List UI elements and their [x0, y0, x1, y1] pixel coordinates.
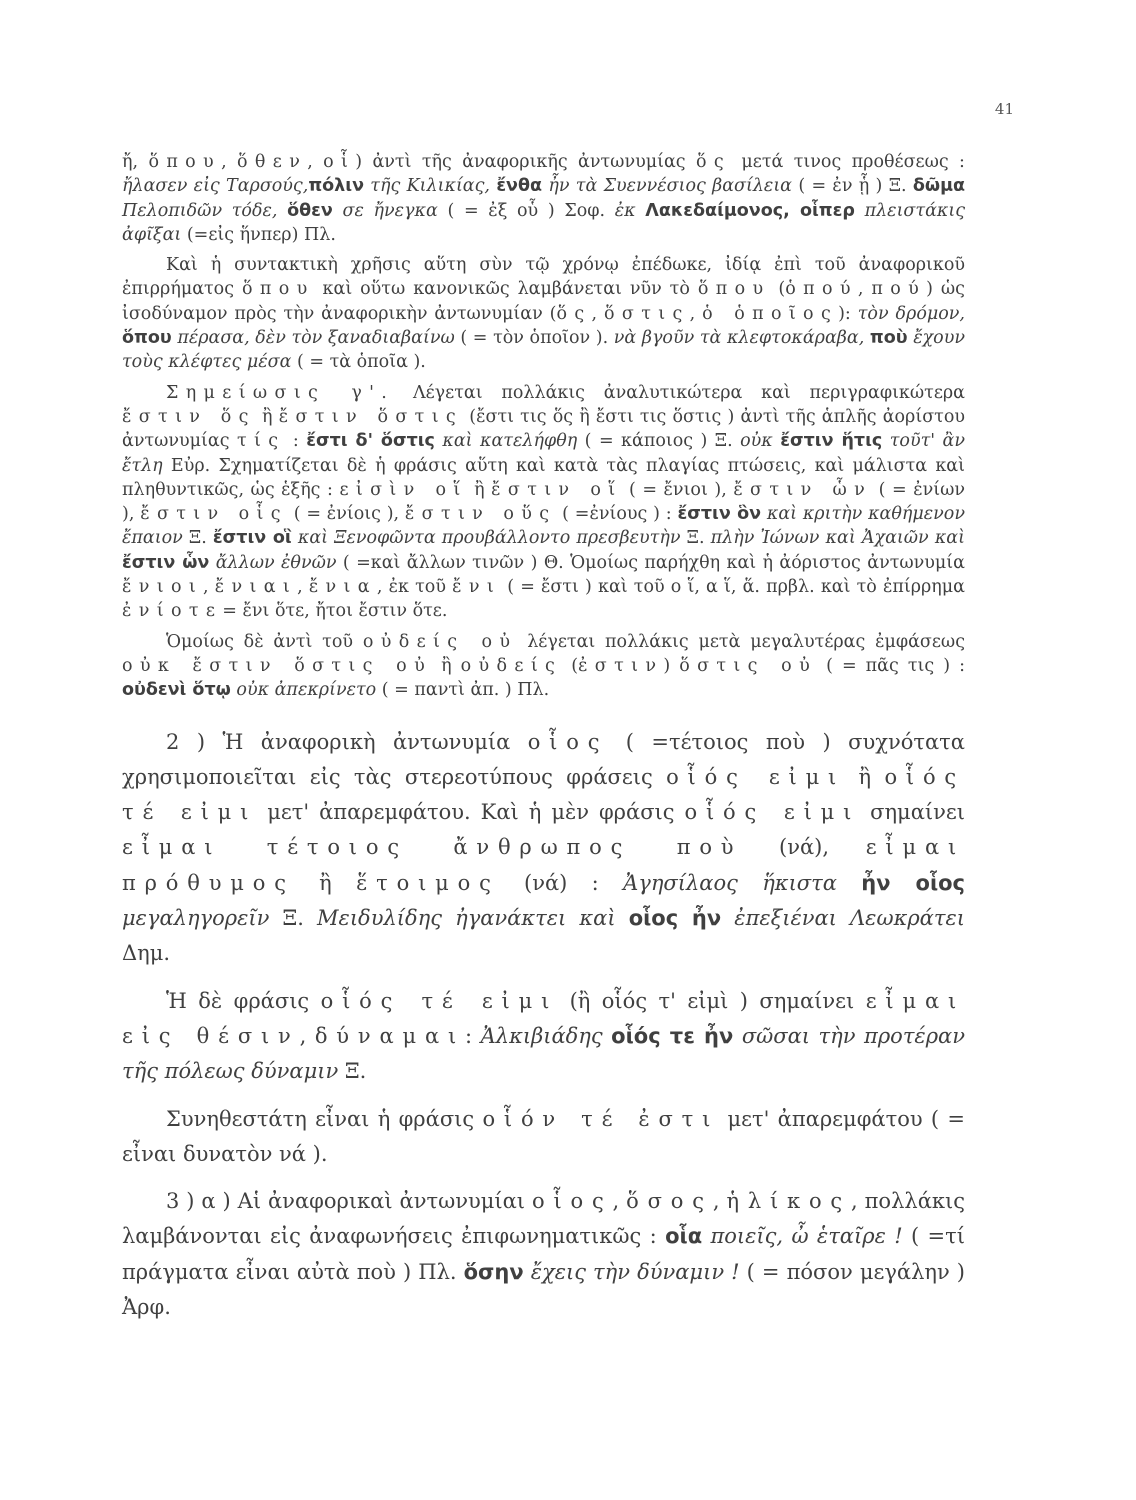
- text-run: ):: [838, 303, 858, 324]
- text-run: ( =τί πράγματα εἶναι αὐτὰ ποὺ ) Πλ.: [122, 1224, 965, 1284]
- bold-term: Λακεδαίμονος, οἷπερ: [645, 200, 855, 221]
- text-run: (ἢ οἷός τ' εἰμὶ ) σημαίνει: [558, 988, 866, 1013]
- text-run: Συνηθεστάτη εἶναι ἡ φράσις: [166, 1106, 483, 1131]
- text-run: Λέγεται πολλάκις ἀναλυτικώτερα καὶ περιγραφικώτερα: [394, 382, 965, 403]
- text-run: ( =ἐνίους ) :: [556, 504, 678, 525]
- spaced-term: δύναμαι: [314, 1023, 466, 1048]
- bold-term: ὅπου: [122, 328, 172, 349]
- text-run: ἤ,: [122, 152, 149, 172]
- italic-example: Ἀλκιβιάδης: [480, 1023, 612, 1048]
- bold-term: ἔστιν οἳ: [212, 528, 292, 549]
- text-run: , πολλάκις λαμβάνονται εἰς ἀναφωνήσεις ἐπιφωνηματικῶς :: [122, 1189, 965, 1249]
- bold-term: ἔστιν ὃν: [677, 504, 762, 525]
- text-run: Ξ.: [269, 906, 318, 931]
- spaced-term: οὐδείς: [460, 655, 563, 676]
- text-run: καὶ οὕτω κανονικῶς λαμβάνεται νῦν τὸ: [314, 279, 698, 300]
- text-run: σημαίνει: [860, 800, 965, 825]
- text-run: ( = πᾶς τις ) :: [817, 655, 965, 676]
- bold-term: ποὺ: [869, 328, 908, 349]
- text-run: (νά) :: [499, 870, 624, 895]
- paragraph: [122, 1184, 965, 1325]
- text-run: ,: [591, 303, 605, 324]
- spaced-term: ἔστιν οὕς: [404, 504, 557, 525]
- spaced-term: πού: [871, 279, 927, 300]
- text-run: ( = τὰ ὁποῖα ).: [291, 352, 426, 373]
- bold-term: ὅσην: [463, 1259, 524, 1284]
- body-text: [122, 150, 965, 1325]
- italic-example: τῆς Κιλικίας,: [364, 176, 497, 197]
- text-run: :: [285, 431, 307, 452]
- spaced-term: οἷόν τέ ἐστι: [482, 1106, 720, 1131]
- spaced-term: ἐστιν: [578, 655, 664, 676]
- italic-example: νὰ βγοῦν τὰ κλεφτοκάραβα,: [613, 328, 870, 349]
- italic-example: οὐκ ἀπεκρίνετο: [230, 680, 377, 701]
- spaced-term: ὅς: [556, 303, 592, 324]
- italic-example: οὐκ: [740, 431, 781, 452]
- spaced-term: ὅπου: [241, 279, 315, 300]
- text-run: Εὐρ. Σχηματίζεται δὲ ἡ φράσις αὕτη καὶ κατὰ τὰς πλαγίας πτώσεις, καὶ μάλιστα καὶ πληθυντικῶς, ὡς ἑξῆς :: [122, 455, 965, 500]
- text-run: Καὶ ἡ συντακτικὴ χρῆσις αὕτη σὺν τῷ χρόνῳ ἐπέδωκε, ἰδίᾳ ἐπὶ τοῦ ἀναφορικοῦ ἐπιρρήματος: [122, 255, 965, 300]
- text-run: 2 ) Ἡ ἀναφορικὴ ἀντωνυμία: [166, 729, 528, 754]
- text-run: Ὁμοίως δὲ ἀντὶ τοῦ: [166, 631, 363, 652]
- spaced-term: ὁπού: [785, 279, 858, 300]
- spaced-term: ἔστιν οἷς: [140, 504, 288, 525]
- italic-example: ἔχεις τὴν δύναμιν !: [523, 1259, 740, 1284]
- spaced-term: εἶμαι εἰς θέσιν: [122, 988, 965, 1048]
- text-run: (: [562, 655, 579, 676]
- spaced-term: ἕτοιμος: [356, 870, 500, 895]
- text-run: μετ' ἀπαρεμφάτου. Καὶ ἡ μὲν φράσις: [257, 800, 685, 825]
- text-run: (ἔστι τις ὅς ἢ ἔστι τις ὅστις ) ἀντὶ τῆς ἁπλῆς ἀορίστου ἀντωνυμίας: [122, 406, 965, 452]
- text-run: ( = ἐξ οὗ ) Σοφ.: [437, 200, 615, 221]
- text-run: ἢ: [432, 655, 461, 676]
- text-run: Δημ.: [122, 941, 171, 966]
- text-run: μετά τινος προθέσεως :: [731, 152, 965, 172]
- spaced-term: ὅπου: [148, 152, 222, 172]
- italic-example: Ἀγησίλαος ἥκιστα: [623, 870, 862, 895]
- spaced-term: ἐνίοτε: [122, 601, 223, 622]
- text-run: ,: [203, 577, 215, 598]
- paragraph: [122, 1102, 965, 1173]
- italic-example: ἦν τὰ Συεννέσιος βασίλεια: [542, 176, 793, 197]
- italic-example: σῶσαι τὴν προτέραν τῆς πόλεως δύναμιν: [122, 1023, 965, 1084]
- text-run: (νά),: [742, 835, 866, 860]
- text-run: (=εἰς ἥνπερ) Πλ.: [181, 224, 336, 245]
- text-run: ( = παντὶ ἀπ. ) Πλ.: [376, 680, 550, 701]
- spaced-term: εἰσὶν οἵ: [339, 479, 468, 500]
- spaced-term: οἷ: [323, 152, 356, 172]
- text-run: ( =τέτοιος ποὺ ) συχνότατα χρησιμοποιεῖται εἰς τὰς στερεοτύπους φράσεις: [122, 729, 965, 789]
- bold-term: πόλιν: [308, 176, 364, 197]
- spaced-term: ἔστιν οἵ: [491, 479, 623, 500]
- text-run: ( = ἐνίων ),: [122, 479, 966, 525]
- paragraph: [122, 984, 965, 1090]
- spaced-term: ἔστιν ὅς: [122, 406, 256, 427]
- italic-example: μεγαληγορεῖν: [122, 906, 270, 931]
- spaced-term: οἷός τέ εἰμι: [122, 764, 965, 825]
- text-run: 3 ) α ) Αἱ ἀναφορικαὶ ἀντωνυμίαι: [166, 1189, 532, 1214]
- spaced-term: ἔστιν ὧν: [733, 479, 873, 500]
- spaced-term: οἷός εἰμι: [684, 800, 861, 825]
- spaced-term: ὅς: [695, 152, 732, 172]
- spaced-term: οὐδείς οὐ: [362, 631, 518, 652]
- spaced-term: ἔστιν ὅστις: [278, 406, 464, 427]
- spaced-term: εἶμαι πρόθυμος: [122, 835, 965, 895]
- text-run: ( =καὶ ἄλλων τινῶν ) Θ. Ὁμοίως παρήχθη καὶ ἡ ἀόριστος ἀντωνυμία: [336, 552, 965, 573]
- italic-example: καὶ κατελήφθη: [434, 431, 578, 452]
- bold-term: οὐδενὶ ὅτῳ: [122, 680, 231, 701]
- text-run: ἢ: [255, 406, 279, 427]
- text-run: ,: [857, 279, 872, 300]
- paragraph: [122, 725, 965, 972]
- text-run: Ξ.: [182, 528, 213, 549]
- page-number: 41: [994, 100, 1014, 118]
- text-run: ,: [612, 1189, 627, 1214]
- spaced-term: ἔνιοι: [122, 577, 204, 598]
- spaced-term: ὁ ὁποῖος: [702, 303, 839, 324]
- text-run: ἢ: [294, 870, 357, 895]
- text-run: ἢ: [467, 479, 492, 500]
- text-run: Ξ.: [680, 528, 711, 549]
- italic-example: πέρασα, δὲν τὸν ξαναδιαβαίνω: [171, 328, 455, 349]
- text-run: ( = ἐνίοις ),: [287, 504, 405, 525]
- spaced-term: ὅστις: [604, 303, 690, 324]
- text-run: ) ἀντὶ τῆς ἀναφορικῆς ἀντωνυμίας: [355, 152, 696, 172]
- text-run: ,: [307, 152, 324, 172]
- spaced-term: ἡλίκος: [726, 1189, 852, 1214]
- text-run: , ἐκ τοῦ: [376, 577, 453, 598]
- paragraph: [122, 381, 965, 624]
- spaced-term: Σημείωσις γ'.: [166, 382, 395, 403]
- bold-term: οἷα: [665, 1224, 703, 1249]
- text-run: ( = ἔστι ) καὶ τοῦ ο ἵ, α ἵ, ἅ. πρβλ. καὶ τὸ ἐπίρρημα: [501, 577, 965, 598]
- italic-example: σε ἤνεγκα: [332, 200, 438, 221]
- italic-example: ἐπεξιέναι Λεωκράτει: [721, 906, 965, 931]
- italic-example: ποιεῖς, ὦ ἑταῖρε !: [702, 1224, 903, 1249]
- spaced-term: ὅθεν: [237, 152, 308, 172]
- bold-term: ἔστι δ' ὅστις: [306, 431, 435, 452]
- italic-example: ἤλασεν εἰς Ταρσούς,: [122, 176, 309, 197]
- paragraph: [122, 253, 965, 374]
- bold-term: ἔνθα: [496, 176, 543, 197]
- bold-term: ἦν οἷος: [861, 870, 965, 895]
- bold-term: ἔστιν ἥτις: [780, 431, 883, 452]
- text-run: :: [465, 1023, 481, 1048]
- text-run: ): [663, 655, 680, 676]
- spaced-term: ἔνιαι: [214, 577, 298, 598]
- text-run: Ξ.: [338, 1059, 367, 1084]
- italic-example: καὶ κριτὴν καθήμενον ἔπαιον: [122, 504, 965, 549]
- text-run: ( = κάποιος ) Ξ.: [577, 431, 741, 452]
- text-run: Ἡ δὲ φράσις: [166, 988, 321, 1013]
- text-run: ,: [689, 303, 703, 324]
- text-run: λέγεται πολλάκις μετὰ μεγαλυτέρας ἐμφάσεως: [517, 631, 966, 652]
- text-run: (: [770, 279, 786, 300]
- bold-term: οἷος ἦν: [628, 906, 722, 931]
- spaced-term: τίς: [237, 431, 286, 452]
- italic-example: ἐκ: [614, 200, 646, 221]
- italic-example: πλειστάκις ἀφῖξαι: [122, 200, 966, 245]
- text-run: ( = πόσον μεγάλην ) Ἀρφ.: [122, 1259, 965, 1319]
- spaced-term: ὅσος: [626, 1189, 713, 1214]
- paragraph: [122, 630, 965, 703]
- spaced-term: οἷος: [531, 1189, 613, 1214]
- italic-example: πλὴν Ἰώνων καὶ Ἀχαιῶν καὶ: [710, 528, 965, 549]
- italic-example: τὸν δρόμον,: [857, 303, 965, 324]
- text-run: ,: [299, 1023, 315, 1048]
- text-run: ἢ: [845, 764, 885, 789]
- text-run: ,: [712, 1189, 727, 1214]
- bold-term: οἷός τε ἦν: [611, 1023, 734, 1048]
- italic-example: Πελοπιδῶν τόδε,: [122, 200, 288, 221]
- text-run: ,: [221, 152, 238, 172]
- italic-example: ἄλλων ἐθνῶν: [209, 552, 337, 573]
- spaced-term: ὅπου: [697, 279, 771, 300]
- spaced-term: ὅστις οὐ: [679, 655, 818, 676]
- text-run: μετ' ἀπαρεμφάτου ( = εἶναι δυνατὸν νά ).: [122, 1106, 965, 1166]
- text-run: ,: [297, 577, 309, 598]
- text-run: ) ὡς ἰσοδύναμον πρὸς τὴν ἀναφορικὴν ἀντωνυμίαν (: [122, 279, 965, 324]
- text-run: = ἔνι ὅτε, ἤτοι ἔστιν ὅτε.: [222, 601, 448, 622]
- italic-example: Μειδυλίδης ἠγανάκτει καὶ: [317, 906, 629, 931]
- text-run: ( = τὸν ὁποῖον ).: [454, 328, 614, 349]
- spaced-term: οὐκ ἔστιν ὅστις οὐ: [122, 655, 433, 676]
- bold-term: ὅθεν: [287, 200, 333, 221]
- italic-example: τοῦτ' ἂν ἔτλη: [122, 431, 966, 476]
- text-run: ( = ἔνιοι ),: [622, 479, 734, 500]
- spaced-term: οἷος: [527, 729, 609, 754]
- italic-example: καὶ Ξενοφῶντα προυβάλλοντο πρεσβευτὴν: [291, 528, 681, 549]
- italic-example: ἔχουν τοὺς κλέφτες μέσα: [122, 328, 965, 373]
- paragraph: [122, 150, 965, 247]
- spaced-term: ἔνι: [452, 577, 502, 598]
- text-run: ( = ἐν ᾗ ) Ξ.: [792, 176, 913, 197]
- spaced-term: εἶμαι τέτοιος ἄνθρωπος ποὺ: [122, 835, 743, 860]
- spaced-term: ἔνια: [308, 577, 377, 598]
- spaced-term: οἷός τέ εἰμι: [320, 988, 559, 1013]
- spaced-term: οἷός εἰμι: [666, 764, 846, 789]
- bold-term: ἔστιν ὧν: [122, 552, 210, 573]
- bold-term: δῶμα: [912, 176, 966, 197]
